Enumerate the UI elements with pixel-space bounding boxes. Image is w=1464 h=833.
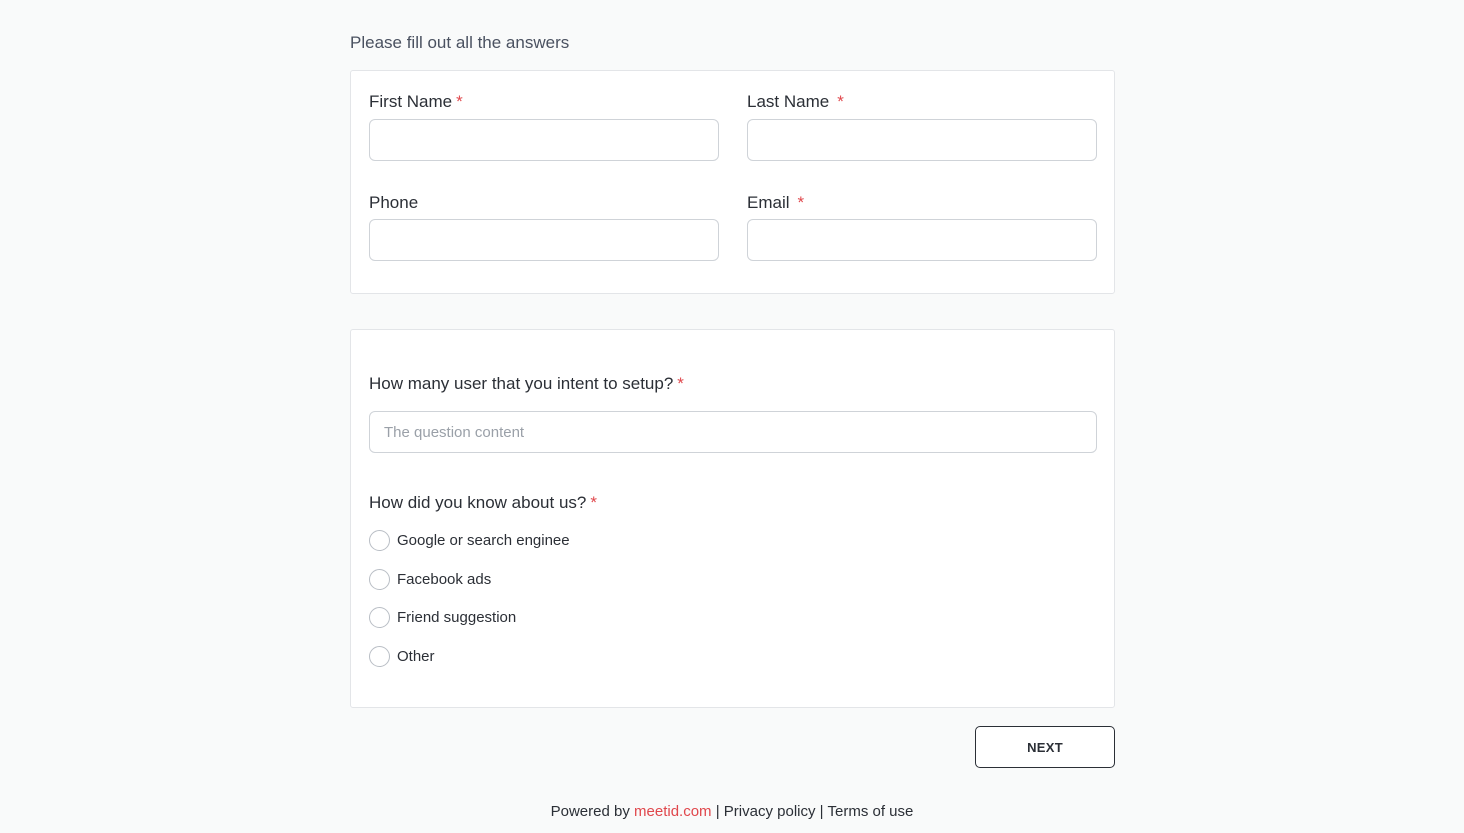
- referral-option-facebook[interactable]: [369, 568, 491, 590]
- user-count-question-text: How many user that you intent to setup?: [369, 374, 674, 393]
- required-asterisk: *: [456, 92, 463, 111]
- email-input[interactable]: [747, 219, 1097, 261]
- footer-separator: |: [715, 803, 720, 820]
- footer-separator: |: [819, 803, 824, 820]
- terms-of-use-link[interactable]: Terms of use: [827, 803, 914, 820]
- first-name-label-text: First Name: [369, 92, 453, 111]
- privacy-policy-link[interactable]: Privacy policy: [723, 803, 816, 820]
- footer: [0, 803, 1464, 820]
- first-name-input[interactable]: [369, 119, 719, 161]
- required-asterisk: *: [590, 493, 597, 512]
- required-asterisk: *: [797, 193, 805, 212]
- radio-option-label: Other: [397, 647, 435, 665]
- phone-input[interactable]: [369, 219, 719, 261]
- phone-label-text: Phone: [369, 193, 419, 212]
- referral-option-friend[interactable]: [369, 606, 516, 628]
- last-name-input[interactable]: [747, 119, 1097, 161]
- survey-card: [350, 329, 1115, 708]
- user-count-input[interactable]: [369, 411, 1097, 453]
- radio-option-label: Friend suggestion: [397, 608, 517, 626]
- referral-option-google[interactable]: [369, 529, 570, 551]
- email-label-text: Email: [747, 193, 790, 212]
- contact-info-card: [350, 70, 1115, 294]
- user-count-question-label: [369, 374, 684, 394]
- last-name-label: [747, 92, 844, 112]
- required-asterisk: *: [837, 92, 844, 111]
- phone-label: [369, 193, 418, 213]
- last-name-label-text: Last Name: [747, 92, 830, 111]
- next-button[interactable]: NEXT: [975, 726, 1115, 768]
- referral-question-text: How did you know about us?: [369, 493, 587, 512]
- first-name-label: [369, 92, 463, 112]
- form-instructions: Please fill out all the answers: [350, 33, 570, 52]
- radio-button[interactable]: [369, 607, 390, 628]
- email-label: [747, 193, 804, 213]
- radio-option-label: Facebook ads: [397, 570, 492, 588]
- referral-question-label: [369, 493, 597, 513]
- required-asterisk: *: [677, 374, 684, 393]
- brand-link[interactable]: meetid.com: [634, 803, 712, 820]
- radio-button[interactable]: [369, 569, 390, 590]
- radio-option-label: Google or search enginee: [397, 531, 570, 549]
- radio-button[interactable]: [369, 530, 390, 551]
- referral-option-other[interactable]: [369, 645, 435, 667]
- powered-by-text: Powered by: [550, 803, 630, 820]
- radio-button[interactable]: [369, 646, 390, 667]
